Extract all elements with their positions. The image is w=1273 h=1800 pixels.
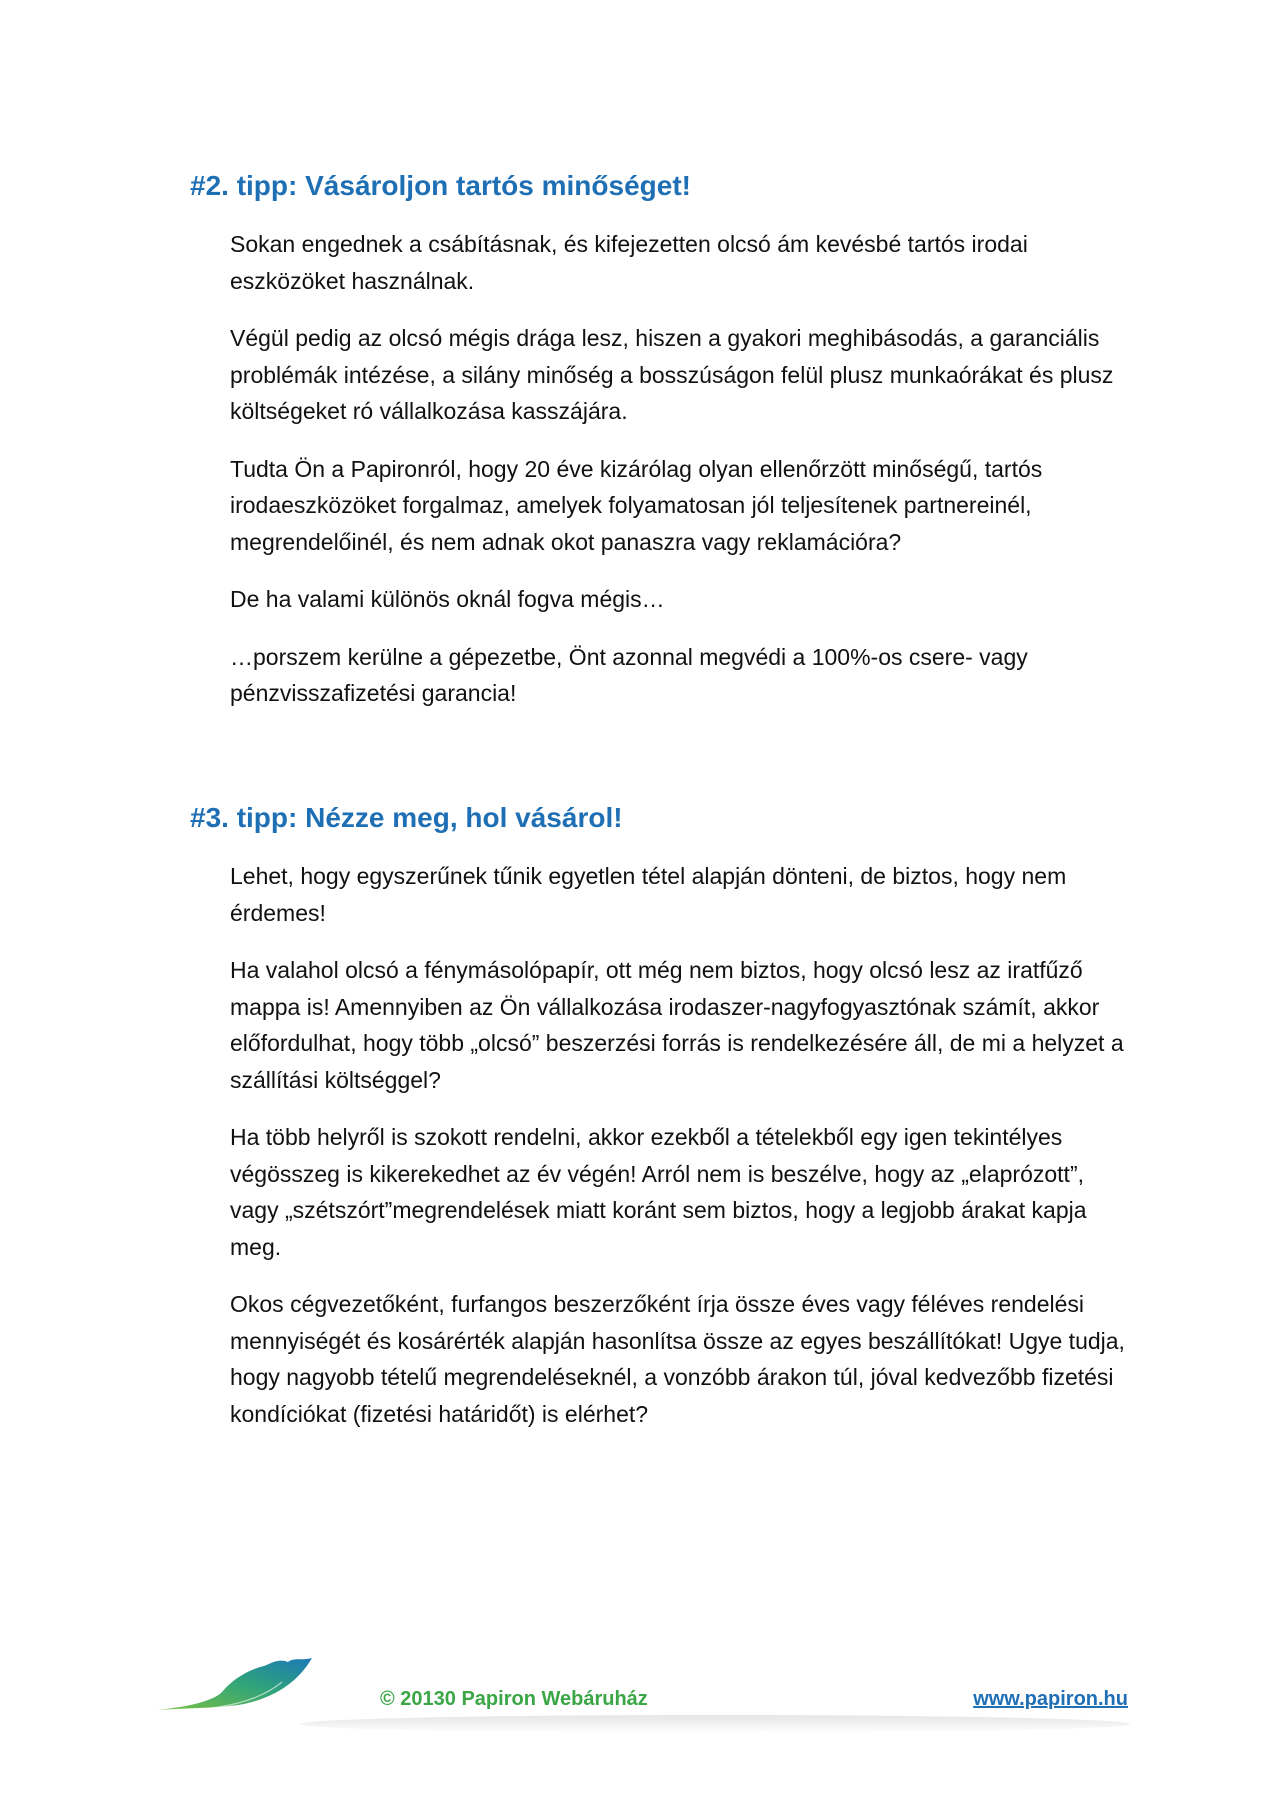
tip-3-section <box>190 800 1130 1432</box>
tip-2-paragraph: Végül pedig az olcsó mégis drága lesz, hiszen a gyakori meghibásodás, a garanciális problémák intézése, a silány minőség a bosszúságon felül plusz munkaórákat és plusz költségeket ró vállalkozása kasszájára. <box>230 325 1114 424</box>
tip-3-body <box>190 858 1130 1432</box>
tip-2-paragraph: …porszem kerülne a gépezetbe, Önt azonnal megvédi a 100%-os csere- vagy pénzvisszafizetési garancia! <box>230 643 1028 706</box>
tip-2-paragraph: Tudta Ön a Papironról, hogy 20 éve kizárólag olyan ellenőrzött minőségű, tartós irodaeszközöket forgalmaz, amelyek folyamatosan jól teljesítenek partnereinél, megrendelőinél, és nem adnak okot panaszra vagy reklamációra? <box>230 455 1043 555</box>
tip-3-paragraph: Ha valahol olcsó a fénymásolópapír, ott még nem biztos, hogy olcsó lesz az iratfűző mappa is! Amennyiben az Ön vállalkozása irodaszer-nagyfogyasztónak számít, akkor előfordulhat, hogy több „olcsó” beszerzési forrás is rendelkezésére áll, de mi a helyzet a szállítási költséggel? <box>230 957 1124 1093</box>
tip-2-paragraph: De ha valami különös oknál fogva mégis… <box>230 586 665 612</box>
footer-copyright: © 20130 Papiron Webáruház <box>380 1688 648 1710</box>
tip-2-body <box>190 226 1130 712</box>
tip-3-heading: #3. tipp: Nézze meg, hol vásárol! <box>190 802 623 833</box>
footer-shadow-divider <box>300 1715 1130 1733</box>
tip-3-paragraph: Lehet, hogy egyszerűnek tűnik egyetlen tétel alapján dönteni, de biztos, hogy nem érdemes! <box>230 863 1067 926</box>
tip-2-heading: #2. tipp: Vásároljon tartós minőséget! <box>190 170 691 201</box>
tip-2-paragraph: Sokan engednek a csábításnak, és kifejezetten olcsó ám kevésbé tartós irodai eszközöket használnak. <box>230 231 1028 294</box>
page-footer <box>0 1650 1273 1800</box>
website-link[interactable]: www.papiron.hu <box>973 1688 1128 1710</box>
leaf-logo-icon <box>152 1652 322 1722</box>
tip-3-paragraph: Ha több helyről is szokott rendelni, akkor ezekből a tételekből egy igen tekintélyes végösszeg is kikerekedhet az év végén! Arról nem is beszélve, hogy az „elaprózott”, vagy „szétszórt”megrendelések miatt koránt sem biztos, hogy a legjobb árakat kapja meg. <box>230 1124 1087 1260</box>
tip-2-section <box>190 168 1130 712</box>
tip-3-paragraph: Okos cégvezetőként, furfangos beszerzőként írja össze éves vagy féléves rendelési mennyiségét és kosárérték alapján hasonlítsa össze az egyes beszállítókat! Ugye tudja, hogy nagyobb tételű megrendeléseknél, a vonzóbb árakon túl, jóval kedvezőbb fizetési kondíciókat (fizetési határidőt) is elérhet? <box>230 1291 1125 1427</box>
